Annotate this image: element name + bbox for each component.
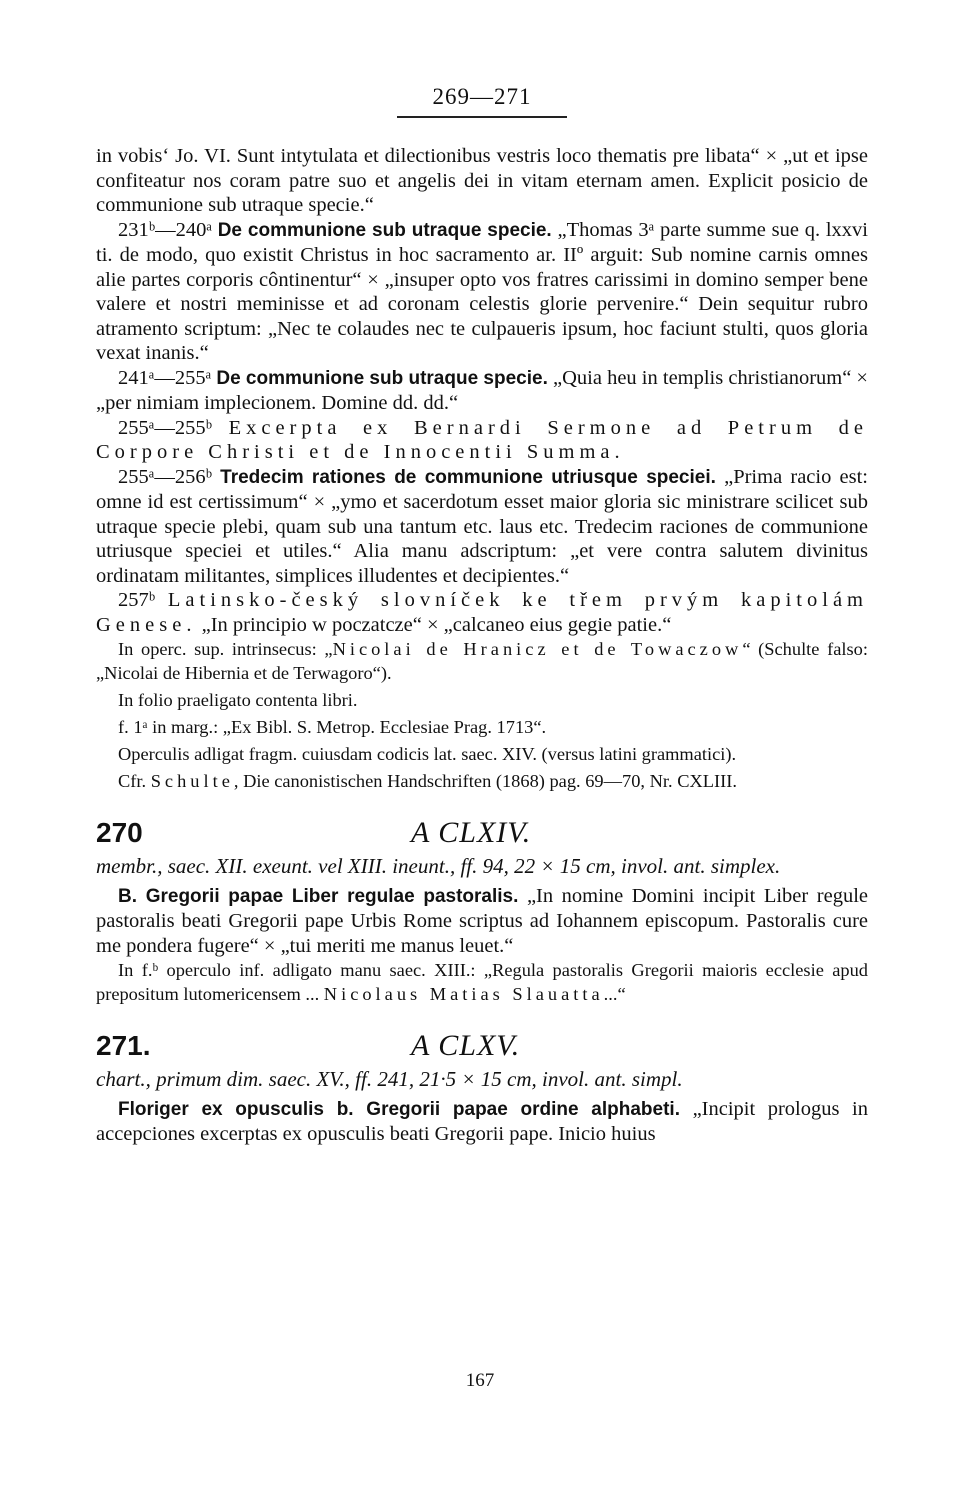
note-folio: In folio praeligato contenta libri. [118,690,358,710]
folio-range: 255ᵃ—256ᵇ [118,465,212,488]
entry-271-physical-description: chart., primum dim. saec. XV., ff. 241, 21·5 × 15 cm, invol. ant. simpl. [96,1066,683,1091]
work-title: Floriger ex opusculis b. Gregorii papae ordine alphabeti. [118,1098,680,1120]
shelf-signature: A CLXV. [411,1029,521,1062]
entry-270-physical-description: membr., saec. XII. exeunt. vel XIII. ineunt., ff. 94, 22 × 15 cm, invol. ant. simplex. [96,853,781,878]
work-title: B. Gregorii papae Liber regulae pastoralis. [118,885,519,907]
entry-271-content [96,1097,868,1147]
part-title: Latinsko-český slovníček ke třem prvým kapitolám Genese. [96,589,868,636]
entry-269-part-4 [96,465,868,589]
note-operculum: In operc. sup. intrinsecus: „Nicolai de Hranicz et de Towaczow“ (Schulte falso: „Nicolai de Hibernia et de Terwagoro“). [96,639,868,683]
folio-range: 257ᵇ [118,589,156,611]
entry-269-lead: in vobis‘ Jo. VI. Sunt intytulata et dilectionibus vestris loco thematis pre libata“ × „ut et ipse confiteatur nos coram patre suo et angelis dei in vitam eternam amen. Explicit posicio de communione sub utraque specie.“ [96,145,868,216]
work-text: „In nomine Domini incipit Liber regule pastoralis beati Gregorii pape Urbis Rome scriptus ad Iohannem episcopum. Pastoralis cure me pondera fugere“ × „tui meriti me manus leuet.“ [96,884,868,957]
entry-number: 271. [96,1030,151,1061]
shelf-signature: A CLXIV. [411,816,532,849]
part-title: De communione sub utraque specie. [216,367,548,389]
note-operculum: In f.ᵇ operculo inf. adligato manu saec. XIII.: „Regula pastoralis Gregorii maioris ecclesie apud prepositum lutomericensem ... Nicolaus Matias Slauatta...“ [96,960,868,1004]
folio-range: 255ᵃ—255ᵇ [118,416,212,439]
folio-range: 241ᵃ—255ᵃ [118,366,212,389]
folio-range: 231ᵇ—240ᵃ [118,218,212,241]
entry-270-notes [96,958,868,1006]
running-header: 269—271 [397,84,567,118]
part-title: Excerpta ex Bernardi Sermone ad Petrum de Corpore Christi et de Innocentii Summa. [96,416,868,463]
entry-270-heading [96,816,868,849]
entry-271-heading [96,1029,868,1062]
entry-270-content [96,884,868,959]
part-text: „Quia heu in templis christianorum“ × „per nimiam implecionem. Domine dd. dd.“ [96,366,868,414]
part-title: Tredecim rationes de communione utriusque speciei. [220,466,716,488]
part-text: „Prima racio est: omne id est certissimum“ × „ymo et sacerdotum esset maior gloria sic ministrare scilicet sub utraque specie plebi, quam sub una tantum etc. laus etc. Tredecim raciones de communione utriusque speciei et utiles.“ Alia manu adscriptum: „et vere contra salutem divinitus ordinatam militantes, simplices illudentes et decipientes.“ [96,465,868,587]
note-fragment: Operculis adligat fragm. cuiusdam codicis lat. saec. XIV. (versus latini grammatici). [118,744,737,764]
page-number: 167 [465,1370,495,1391]
page [96,84,868,1147]
entry-269-part-3 [96,416,868,465]
entry-number: 270 [96,817,143,848]
entry-269-part-5 [96,588,868,637]
part-text: „Thomas 3ᵃ parte summe sue q. lxxvi ti. de modo, quo existit Christus in hoc sacramento ar. IIº arguit: Sub nomine carnis omnes alie partes corporis côntinentur“ × „insuper opto vos fratres carissimi in domino semper bene valere et nostri meminisse et ad coronam celestis glorie pervenire.“ Dein sequitur rubro atramento scriptum: „Nec te colaudes nec te culpaueris ipsum, hoc faciunt stulti, quos gloria vexat inanis.“ [96,218,868,364]
entry-269-part-1 [96,218,868,366]
note-margin: f. 1ᵃ in marg.: „Ex Bibl. S. Metrop. Ecclesiae Prag. 1713“. [118,717,547,737]
entry-269-body [96,144,868,1147]
part-text: „In principio w poczatcze“ × „calcaneo eius gegie patie.“ [201,613,672,636]
entry-269-notes [96,637,868,793]
work-text: „Incipit prologus in accepciones excerptas ex opusculis beati Gregorii pape. Inicio huius [96,1097,868,1145]
part-title: De communione sub utraque specie. [217,219,552,241]
note-reference: Cfr. Schulte, Die canonistischen Handschriften (1868) pag. 69—70, Nr. CXLIII. [118,771,737,791]
entry-269-part-2 [96,366,868,416]
